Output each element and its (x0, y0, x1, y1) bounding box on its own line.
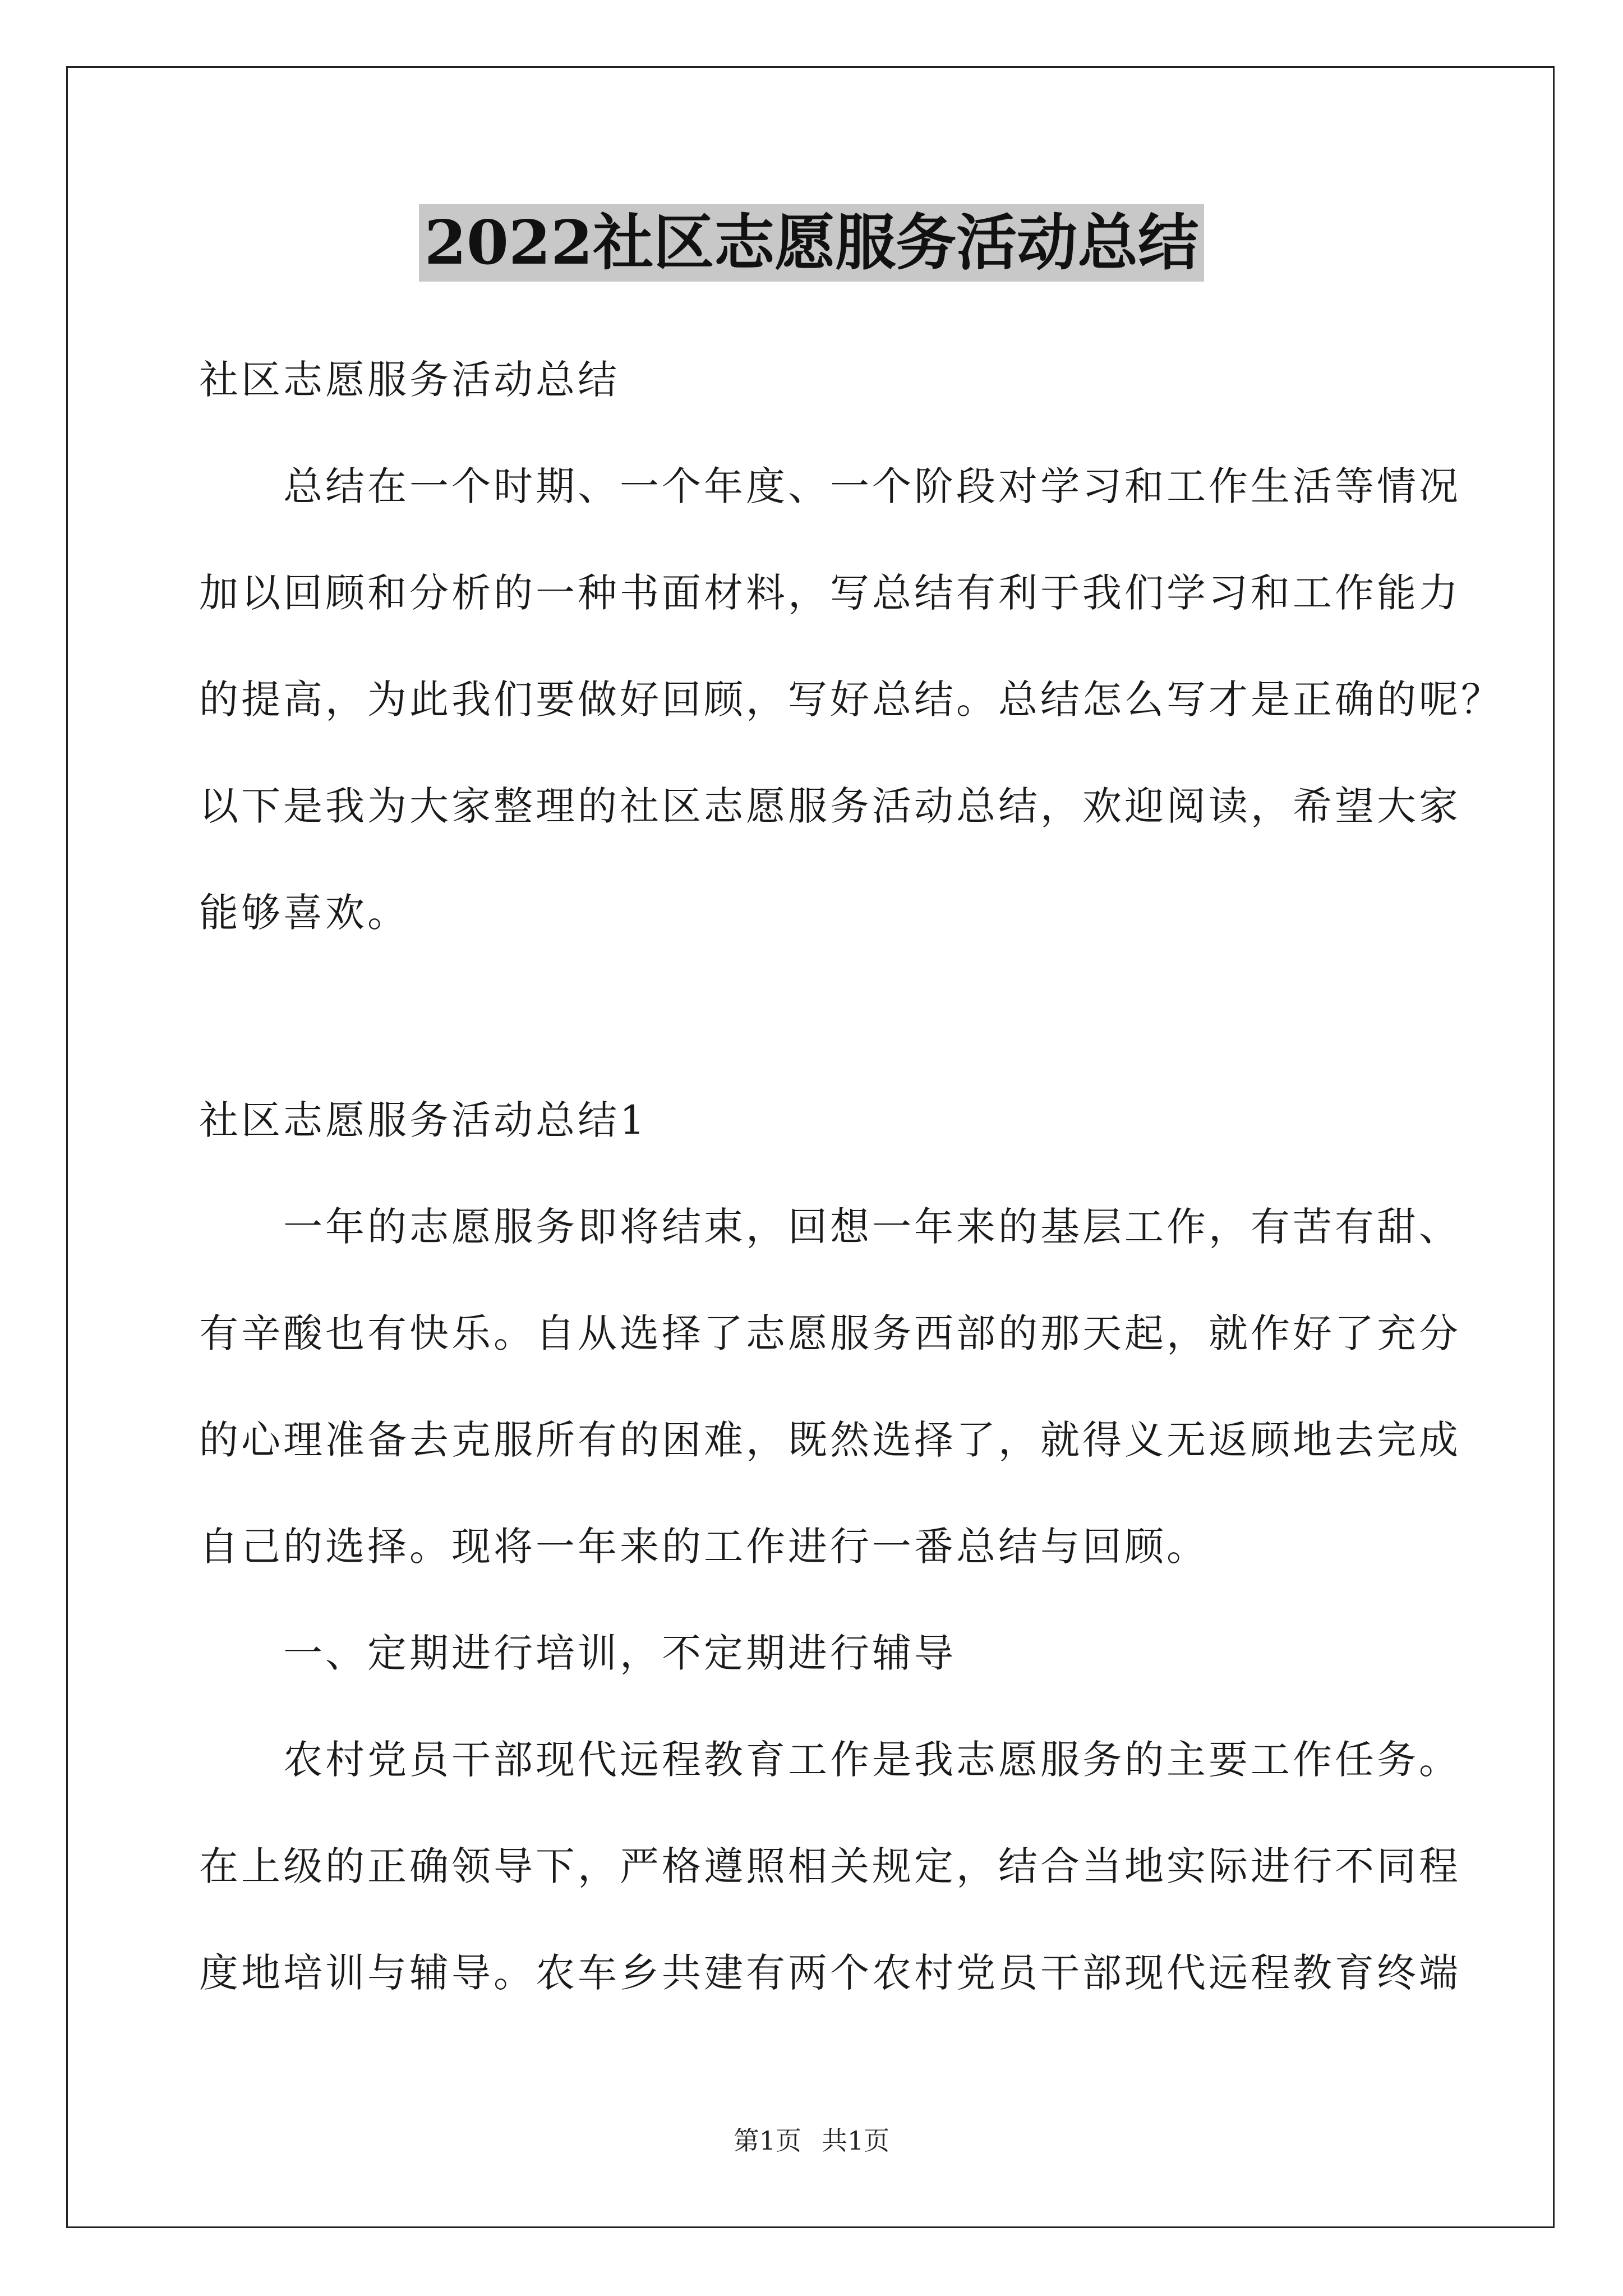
body-line: 度地培训与辅导。农车乡共建有两个农村党员干部现代远程教育终端 (199, 1950, 1461, 1996)
body-line: 总结在一个时期、一个年度、一个阶段对学习和工作生活等情况 (283, 463, 1461, 509)
body-line: 的心理准备去克服所有的困难，既然选择了，就得义无返顾地去完成 (199, 1417, 1461, 1463)
body-line: 社区志愿服务活动总结 (199, 357, 620, 403)
body-line: 能够喜欢。 (199, 890, 409, 936)
body-line: 以下是我为大家整理的社区志愿服务活动总结，欢迎阅读，希望大家 (199, 783, 1461, 829)
body-line: 的提高，为此我们要做好回顾，写好总结。总结怎么写才是正确的呢？ (199, 677, 1503, 723)
page-footer (0, 2120, 1623, 2157)
body-line: 自己的选择。现将一年来的工作进行一番总结与回顾。 (199, 1524, 1209, 1570)
body-line: 加以回顾和分析的一种书面材料，写总结有利于我们学习和工作能力 (199, 570, 1461, 616)
body-line: 在上级的正确领导下，严格遵照相关规定，结合当地实际进行不同程 (199, 1843, 1461, 1889)
body-line: 有辛酸也有快乐。自从选择了志愿服务西部的那天起，就作好了充分 (199, 1310, 1461, 1356)
page-total: 共1页 (822, 2125, 890, 2156)
document-title: 2022社区志愿服务活动总结 (0, 201, 1623, 285)
page-number: 第1页 (733, 2125, 801, 2156)
body-line: 一年的志愿服务即将结束，回想一年来的基层工作，有苦有甜、 (283, 1204, 1461, 1250)
subheading: 一、定期进行培训，不定期进行辅导 (283, 1630, 956, 1676)
section-heading: 社区志愿服务活动总结1 (199, 1097, 648, 1143)
body-line: 农村党员干部现代远程教育工作是我志愿服务的主要工作任务。 (283, 1737, 1461, 1783)
